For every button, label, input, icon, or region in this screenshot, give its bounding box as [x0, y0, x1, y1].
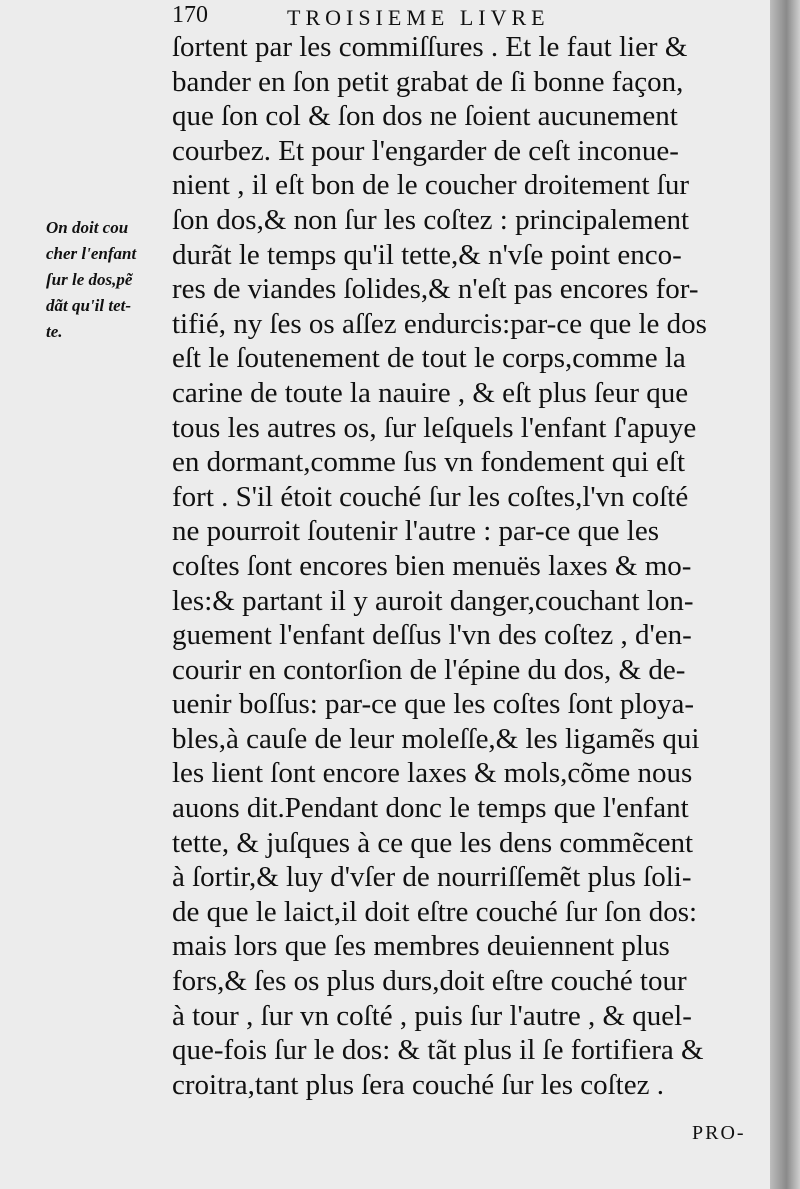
text-line: croitra,tant plus ſera couché ſur les coſtez .: [172, 1068, 664, 1101]
text-line: à tour , ſur vn coſté , puis ſur l'autre , & quel-: [172, 999, 692, 1032]
text-line: les lient ſont encore laxes & mols,cõme nous: [172, 757, 693, 790]
text-line: à ſortir,& luy d'vſer de nourriſſemẽt plus ſoli-: [172, 861, 692, 894]
text-line: coſtes ſont encores bien menuës laxes & mo-: [172, 549, 692, 582]
text-line: bander en ſon petit grabat de ſi bonne façon,: [172, 65, 684, 98]
text-line: tifié, ny ſes os aſſez endurcis:par-ce que le dos: [172, 307, 707, 340]
marginal-note-line: cher l'enfant: [46, 244, 137, 263]
text-line: mais lors que ſes membres deuiennent plus: [172, 930, 670, 963]
text-line: eſt le ſoutenement de tout le corps,comme la: [172, 342, 686, 375]
text-line: ſon dos,& non ſur les coſtez : principalement: [172, 203, 690, 236]
page-number: 170: [172, 2, 208, 28]
text-line: tette, & juſques à ce que les dens commẽcent: [172, 826, 694, 859]
text-line: durãt le temps qu'il tette,& n'vſe point enco-: [172, 238, 682, 271]
marginal-note-line: ſur le dos,pẽ: [46, 270, 133, 289]
text-line: ne pourroit ſoutenir l'autre : par-ce que les: [172, 515, 659, 548]
text-line: fort . S'il étoit couché ſur les coſtes,l'vn coſté: [172, 480, 689, 513]
text-line: courbez. Et pour l'engarder de ceſt inconue-: [172, 134, 679, 167]
text-line: tous les autres os, ſur leſquels l'enfant ſ'apuye: [172, 411, 697, 444]
text-line: nient , il eſt bon de le coucher droitement ſur: [172, 169, 690, 202]
marginal-note-line: On doit cou: [46, 218, 129, 237]
text-line: que ſon col & ſon dos ne ſoient aucunement: [172, 100, 678, 133]
text-line: uenir boſſus: par-ce que les coſtes ſont ploya-: [172, 688, 695, 721]
page-header: [172, 2, 692, 32]
text-line: auons dit.Pendant donc le temps que l'enfant: [172, 792, 689, 825]
text-line: courir en contorſion de l'épine du dos, & de-: [172, 653, 686, 686]
catchword: PRO-: [692, 1122, 746, 1144]
text-line: ſortent par les commiſſures . Et le faut lier &: [172, 31, 688, 63]
book-gutter: [770, 0, 800, 1189]
text-line: que-fois ſur le dos: & tãt plus il ſe fortifiera &: [172, 1034, 704, 1067]
text-line: guement l'enfant deſſus l'vn des coſtez , d'en-: [172, 619, 692, 652]
marginal-note-line: te.: [46, 322, 63, 341]
text-line: en dormant,comme ſus vn fondement qui eſt: [172, 446, 686, 479]
text-line: les:& partant il y auroit danger,couchant lon-: [172, 584, 694, 617]
marginal-note-line: dãt qu'il tet-: [46, 296, 131, 315]
body-text: [172, 30, 752, 1102]
text-line: de que le laict,il doit eſtre couché ſur ſon dos:: [172, 895, 698, 928]
running-title: TROISIEME LIVRE: [287, 5, 550, 30]
text-line: fors,& ſes os plus durs,doit eſtre couché tour: [172, 965, 687, 998]
text-line: res de viandes ſolides,& n'eſt pas encores for-: [172, 273, 699, 306]
marginal-note: [46, 215, 171, 345]
text-line: bles,à cauſe de leur moleſſe,& les ligamẽs qui: [172, 722, 700, 755]
text-line: carine de toute la nauire , & eſt plus ſeur que: [172, 376, 689, 409]
